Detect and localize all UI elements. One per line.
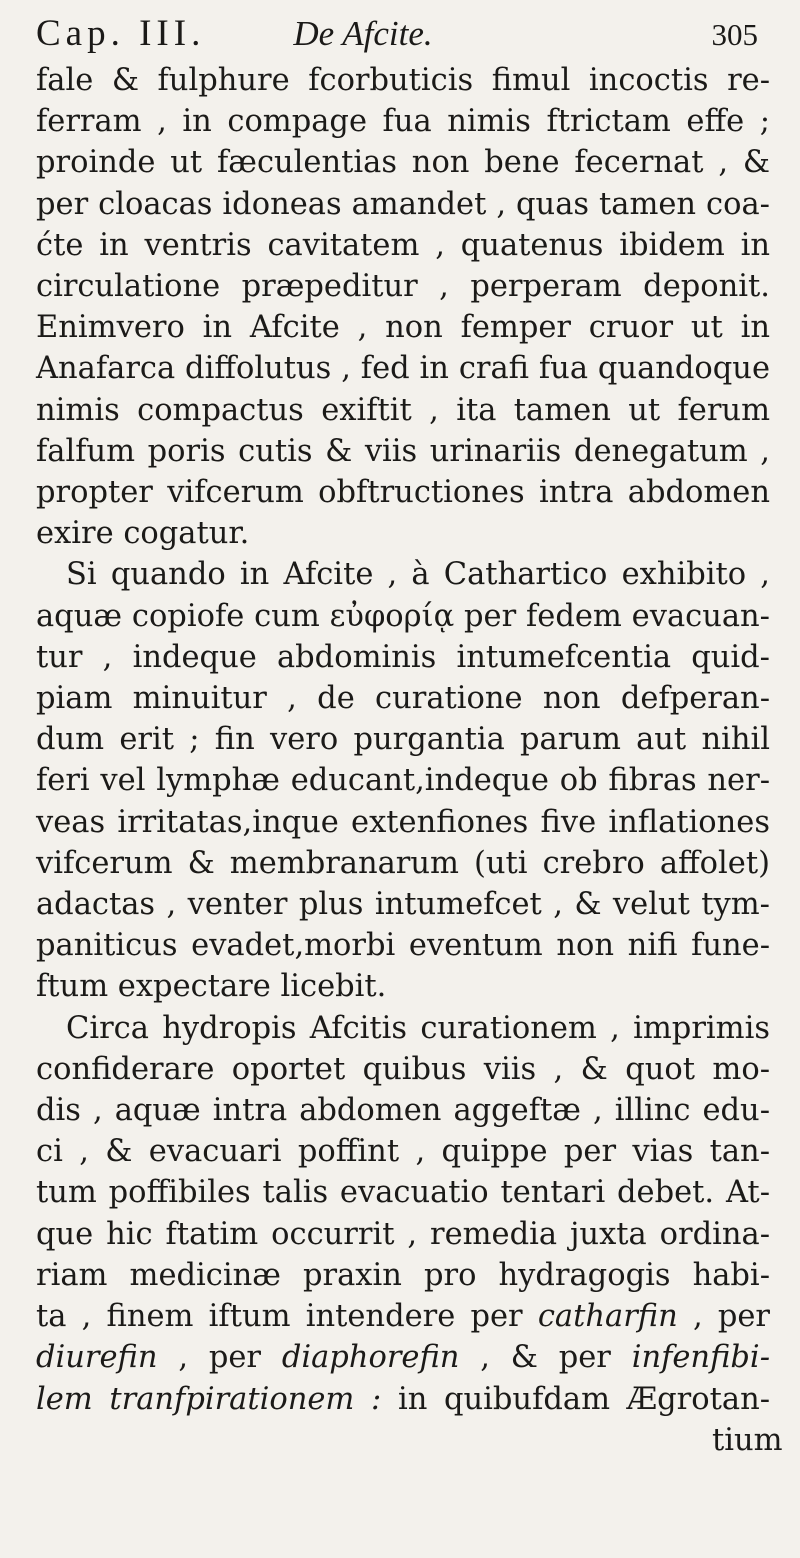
paragraph-start-line: Si quando in Afcite , à Cathartico exhibito , bbox=[66, 557, 770, 593]
italic-term: diaphorefin bbox=[281, 1340, 460, 1376]
text-line: nimis compactus exiftit , ita tamen ut ferum bbox=[36, 392, 770, 428]
text-line: dis , aquæ intra abdomen aggeftæ , illinc edu- bbox=[36, 1093, 770, 1129]
text-line: veas irritatas,inque extenfiones five inflationes bbox=[36, 804, 770, 840]
text-line: dum erit ; fin vero purgantia parum aut nihil bbox=[36, 722, 770, 758]
running-title: De Afcite. bbox=[293, 14, 433, 53]
text-line: proinde ut fæculentias non bene fecernat , & bbox=[36, 145, 770, 181]
catchword: tium bbox=[712, 1422, 783, 1458]
text-line: propter vifcerum obftructiones intra abdomen bbox=[36, 475, 770, 511]
text-line: riam medicinæ praxin pro hydragogis habi- bbox=[36, 1257, 770, 1293]
body-text bbox=[36, 60, 783, 1461]
text-line: Anafarca diffolutus , fed in crafi fua quandoque bbox=[36, 351, 770, 387]
text-line: confiderare oportet quibus viis , & quot mo- bbox=[36, 1051, 770, 1087]
text-line: ferram , in compage fua nimis ftrictam effe ; bbox=[36, 104, 770, 140]
italic-term: catharfin bbox=[537, 1299, 678, 1335]
text-line bbox=[36, 1379, 770, 1420]
text-line bbox=[36, 1337, 770, 1378]
text-line: ftum expectare licebit. bbox=[36, 969, 387, 1005]
page-number: 305 bbox=[711, 17, 758, 52]
text-line: falfum poris cutis & viis urinariis denegatum , bbox=[36, 433, 770, 469]
text-line: ćte in ventris cavitatem , quatenus ibidem in bbox=[36, 227, 770, 263]
italic-term: lem tranfpirationem : bbox=[36, 1381, 382, 1417]
text-line: que hic ftatim occurrit , remedia juxta ordina- bbox=[36, 1216, 770, 1252]
chapter-heading: Cap. III. bbox=[36, 13, 206, 54]
text-line: ci , & evacuari poffint , quippe per vias tan- bbox=[36, 1134, 770, 1170]
text-line: adactas , venter plus intumefcet , & velut tym- bbox=[36, 887, 770, 923]
text-line: aquæ copiofe cum εὐφορίᾳ per fedem evacuan- bbox=[36, 598, 770, 634]
page-header bbox=[36, 12, 770, 54]
text-segment: , & per bbox=[480, 1340, 611, 1376]
text-line: fale & fulphure fcorbuticis fimul incoctis re- bbox=[36, 63, 770, 98]
text-segment: , per bbox=[692, 1299, 771, 1335]
paragraph-start-line: Circa hydropis Afcitis curationem , imprimis bbox=[66, 1010, 770, 1046]
text-line: circulatione præpeditur , perperam deponit. bbox=[36, 269, 770, 305]
text-line: piam minuitur , de curatione non defperan- bbox=[36, 681, 770, 717]
text-segment: ta , finem iftum intendere per bbox=[36, 1299, 523, 1335]
italic-term: diurefin bbox=[36, 1340, 158, 1376]
text-line: per cloacas idoneas amandet , quas tamen coa- bbox=[36, 186, 770, 222]
text-line: Enimvero in Afcite , non femper cruor ut in bbox=[36, 310, 770, 346]
text-line: feri vel lymphæ educant,indeque ob fibras ner- bbox=[36, 763, 770, 799]
text-line: vifcerum & membranarum (uti crebro affolet) bbox=[36, 845, 770, 881]
text-segment: , per bbox=[178, 1340, 262, 1376]
text-line: tum poffibiles talis evacuatio tentari debet. At- bbox=[36, 1175, 770, 1211]
text-line: tur , indeque abdominis intumefcentia quid- bbox=[36, 639, 770, 675]
text-line: paniticus evadet,morbi eventum non nifi fune- bbox=[36, 928, 770, 964]
text-line: exire cogatur. bbox=[36, 516, 250, 552]
text-segment: in quibufdam Ægrotan- bbox=[397, 1381, 771, 1417]
text-line bbox=[36, 1296, 770, 1337]
italic-term: infenfibi- bbox=[631, 1340, 770, 1376]
